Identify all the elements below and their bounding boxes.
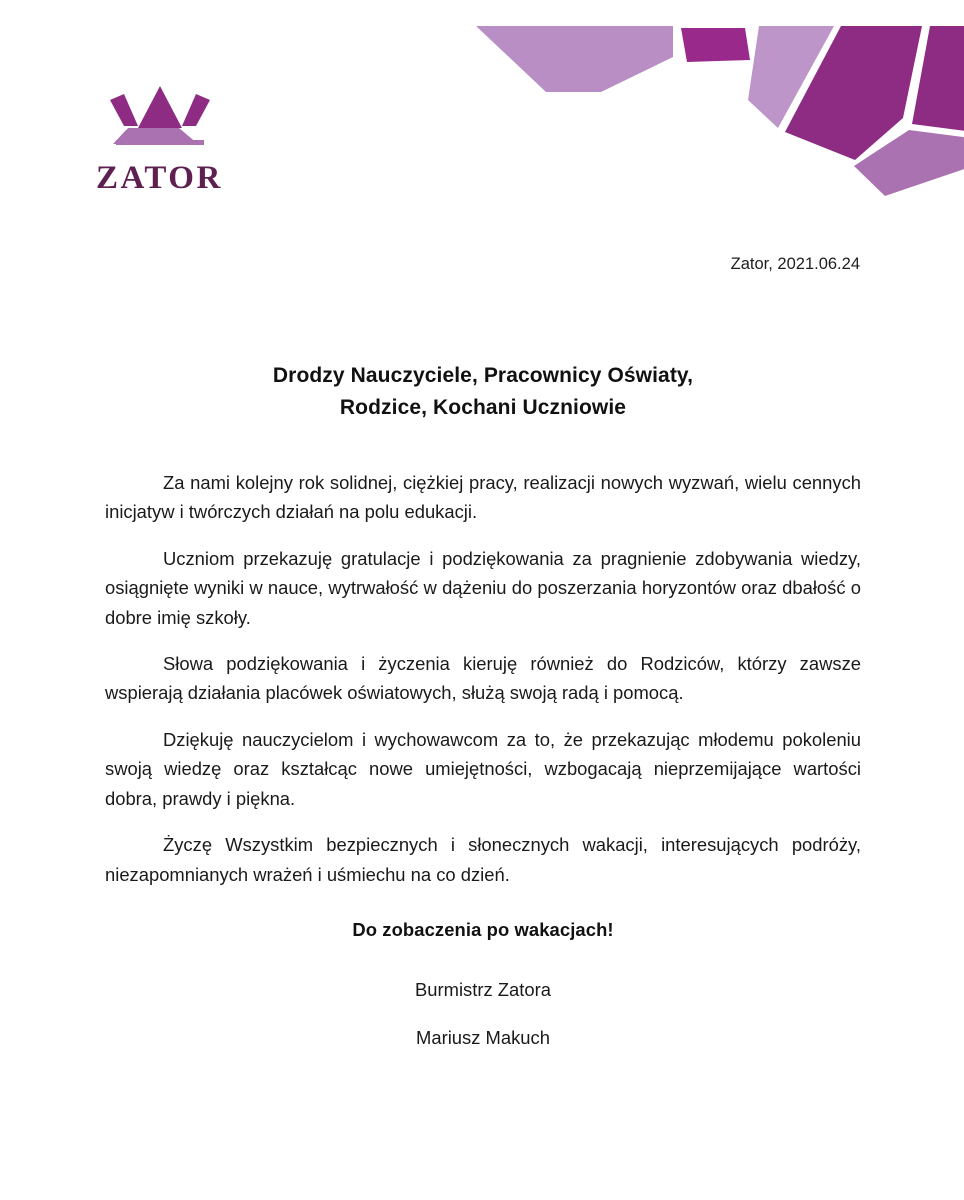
salutation-line-1: Drodzy Nauczyciele, Pracownicy Oświaty, [272,364,694,387]
paragraph-3: Słowa podziękowania i życzenia kieruję również do Rodziców, którzy zawsze wspierają działania placówek oświatowych, służą swoją radą i pomocą. [105,653,861,704]
salutation [105,360,861,424]
paragraph-4: Dziękuję nauczycielom i wychowawcom za to, że przekazując młodemu pokoleniu swoją wiedzę oraz kształcąc nowe umiejętności, wzbogacają nieprzemijające wartości dobra, prawdy i piękna. [105,728,861,809]
crown-icon [108,84,212,146]
zator-logo [96,84,326,195]
closing-line: Do zobaczenia po wakacjach! [352,919,614,941]
paragraph-5: Życzę Wszystkim bezpiecznych i słonecznych wakacji, interesujących podróży, niezapomnianych wrażeń i uśmiechu na co dzień. [105,834,861,885]
signature-name: Mariusz Makuch [416,1027,550,1049]
paragraph-1: Za nami kolejny rok solidnej, ciężkiej pracy, realizacji nowych wyzwań, wielu cennych inicjatyw i twórczych działań na polu edukacji. [105,471,861,523]
signature-title: Burmistrz Zatora [415,979,551,1001]
wordmark-text: ZATOR [96,160,223,196]
salutation-line-2: Rodzice, Kochani Uczniowie [339,395,627,419]
dateline: Zator, 2021.06.24 [730,255,860,273]
decorative-polygon-banner [460,0,964,262]
letter-body [105,360,861,1048]
paragraph-2: Uczniom przekazuję gratulacje i podziękowania za pragnienie zdobywania wiedzy, osiągnięte wyniki w nauce, wytrwałość w dążeniu do poszerzania horyzontów oraz dbałość o dobre imię szkoły. [105,547,861,628]
signature-block [105,981,861,1048]
